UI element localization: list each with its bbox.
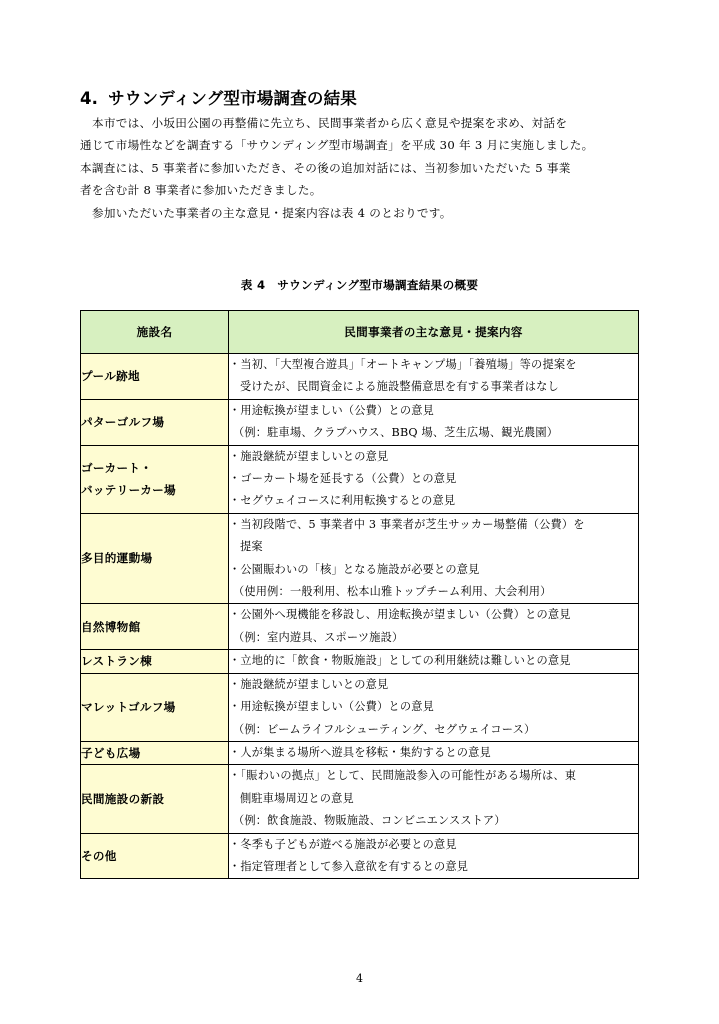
opinion-cell xyxy=(229,673,639,741)
opinion-line: ・人が集まる場所へ遊具を移転・集約するとの意見 xyxy=(229,745,491,759)
opinion-cell xyxy=(229,354,639,400)
opinion-line: ・指定管理者として参入意欲を有するとの意見 xyxy=(229,859,469,873)
opinion-line: 提案 xyxy=(240,540,263,554)
header-facility: 施設名 xyxy=(81,311,229,354)
page-number: 4 xyxy=(356,972,363,985)
opinion-cell xyxy=(229,650,639,673)
header-opinions: 民間事業者の主な意見・提案内容 xyxy=(229,311,639,354)
opinion-line: （例：ビームライフルシューティング、セグウェイコース） xyxy=(233,722,536,736)
facility-name: ゴーカート・ xyxy=(81,460,153,475)
opinion-line: ・ゴーカート場を延長する（公費）との意見 xyxy=(229,472,457,486)
opinion-line: （使用例：一般利用、松本山雅トップチーム利用、大会利用） xyxy=(233,585,552,599)
table-row xyxy=(81,765,639,833)
opinion-line: ・公園外へ現機能を移設し、用途転換が望ましい（公費）との意見 xyxy=(229,608,571,622)
facility-name: その他 xyxy=(81,848,117,863)
facility-name: バッテリーカー場 xyxy=(81,483,176,498)
opinion-line: （例：飲食施設、物販施設、コンビニエンスストア） xyxy=(233,814,506,828)
table-row xyxy=(81,650,639,673)
sounding-results-table xyxy=(80,310,639,879)
section-number: 4. xyxy=(80,89,99,108)
facility-name: 民間施設の新設 xyxy=(81,791,165,806)
opinion-line: （例：室内遊具、スポーツ施設） xyxy=(233,630,404,644)
opinion-line: ・施設継続が望ましいとの意見 xyxy=(229,677,389,691)
table-row xyxy=(81,673,639,741)
facility-name: プール跡地 xyxy=(81,369,140,384)
opinion-line: ・用途転換が望ましい（公費）との意見 xyxy=(229,700,434,714)
facility-name-cell xyxy=(81,445,229,513)
facility-name-cell xyxy=(81,833,229,879)
paragraph-line: 本調査には、5 事業者に参加いただき、その後の追加対話には、当初参加いただいた 5 事業 xyxy=(80,160,571,175)
opinion-line: ・施設継続が望ましいとの意見 xyxy=(229,449,389,463)
facility-name-cell xyxy=(81,354,229,400)
paragraph-line: 参加いただいた事業者の主な意見・提案内容は表 4 のとおりです。 xyxy=(92,205,452,220)
intro-text xyxy=(80,112,645,224)
facility-name-cell xyxy=(81,513,229,604)
opinion-cell xyxy=(229,445,639,513)
facility-name-cell xyxy=(81,604,229,650)
table-row xyxy=(81,604,639,650)
table-row xyxy=(81,354,639,400)
section-title: サウンディング型市場調査の結果 xyxy=(108,89,358,108)
paragraph-line: 通じて市場性などを調査する「サウンディング型市場調査」を平成 30 年 3 月に実施しました。 xyxy=(80,138,594,153)
table-row xyxy=(81,399,639,445)
table-row xyxy=(81,741,639,764)
opinion-line: ・セグウェイコースに利用転換するとの意見 xyxy=(229,494,456,508)
section-heading xyxy=(80,85,357,109)
opinion-line: ・「賑わいの拠点」として、民間施設参入の可能性がある場所は、東 xyxy=(229,769,577,783)
opinion-line: ・当初段階で、5 事業者中 3 事業者が芝生サッカー場整備（公費）を xyxy=(229,517,585,531)
facility-name: パターゴルフ場 xyxy=(81,415,165,430)
opinion-cell xyxy=(229,399,639,445)
facility-name-cell xyxy=(81,399,229,445)
table-body xyxy=(81,354,639,879)
facility-name-cell xyxy=(81,650,229,673)
facility-name-cell xyxy=(81,741,229,764)
opinion-line: ・立地的に「飲食・物販施設」としての利用継続は難しいとの意見 xyxy=(229,654,571,668)
opinion-line: ・用途転換が望ましい（公費）との意見 xyxy=(229,403,434,417)
table-row xyxy=(81,445,639,513)
facility-name: レストラン棟 xyxy=(81,654,153,669)
paragraph-line: 者を含む計 8 事業者に参加いただきました。 xyxy=(80,183,322,198)
opinion-line: ・当初、「大型複合遊具」「オートキャンプ場」「養殖場」等の提案を xyxy=(229,358,577,371)
opinion-line: ・冬季も子どもが遊べる施設が必要との意見 xyxy=(229,837,457,851)
facility-name-cell xyxy=(81,765,229,833)
opinion-cell xyxy=(229,513,639,604)
opinion-cell xyxy=(229,604,639,650)
opinion-cell xyxy=(229,741,639,764)
table-header-row xyxy=(81,311,639,354)
facility-name: 多目的運動場 xyxy=(81,551,153,566)
opinion-line: 受けたが、民間資金による施設整備意思を有する事業者はなし xyxy=(240,380,559,394)
opinion-line: ・公園賑わいの「核」となる施設が必要との意見 xyxy=(229,562,480,576)
opinion-cell xyxy=(229,765,639,833)
opinion-cell xyxy=(229,833,639,879)
opinion-line: 側駐車場周辺との意見 xyxy=(240,791,354,805)
table-row xyxy=(81,513,639,604)
facility-name: マレットゴルフ場 xyxy=(81,700,176,715)
opinion-line: （例：駐車場、クラブハウス、BBQ 場、芝生広場、観光農園） xyxy=(233,426,559,440)
table-caption: 表 4 サウンディング型市場調査結果の概要 xyxy=(240,278,479,292)
facility-name: 子ども広場 xyxy=(81,745,141,760)
table-row xyxy=(81,833,639,879)
facility-name-cell xyxy=(81,673,229,741)
paragraph-line: 本市では、小坂田公園の再整備に先立ち、民間事業者から広く意見や提案を求め、対話を xyxy=(92,116,568,130)
facility-name: 自然博物館 xyxy=(81,619,141,634)
